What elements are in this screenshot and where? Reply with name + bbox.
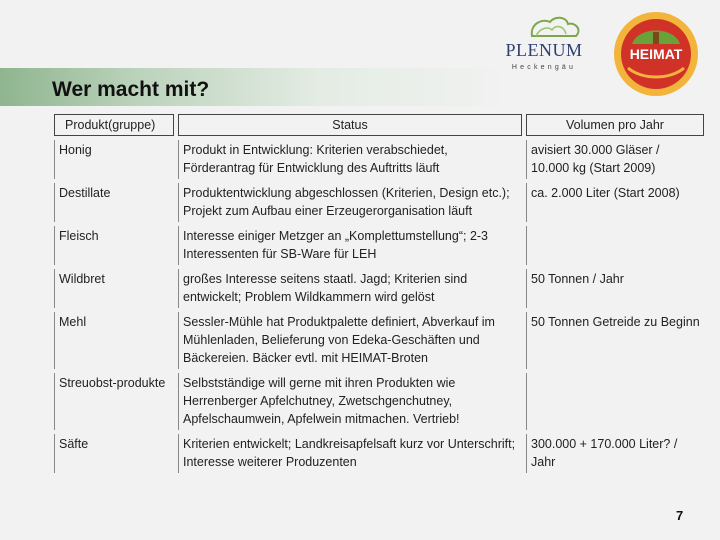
cell-volume: 50 Tonnen / Jahr: [526, 269, 704, 308]
cell-volume: 50 Tonnen Getreide zu Beginn: [526, 312, 704, 369]
table-row: [54, 183, 704, 222]
cell-status: Interesse einiger Metzger an „Komplettumstellung“; 2-3 Interessenten für SB-Ware für LEH: [178, 226, 522, 265]
heimat-wordmark: HEIMAT: [629, 46, 683, 62]
cell-product: Destillate: [54, 183, 174, 222]
cell-volume: [526, 373, 704, 430]
cell-volume: ca. 2.000 Liter (Start 2008): [526, 183, 704, 222]
cell-status: Selbstständige will gerne mit ihren Produkten wie Herrenberger Apfelchutney, Zwetschgenchutney, Apfelschaumwein, Apfelwein mitmachen. Vertrieb!: [178, 373, 522, 430]
cell-status: Sessler-Mühle hat Produktpalette definiert, Abverkauf im Mühlenladen, Belieferung von Edeka-Geschäften und Bäckereien. Bäcker evtl. mit HEIMAT-Broten: [178, 312, 522, 369]
table-row: [54, 434, 704, 473]
plenum-subtitle: Heckengäu: [511, 64, 577, 71]
plenum-wordmark: PLENUM: [505, 40, 583, 60]
participants-table: [50, 110, 708, 477]
cell-product: Wildbret: [54, 269, 174, 308]
cell-product: Säfte: [54, 434, 174, 473]
slide-title: Wer macht mit?: [52, 78, 210, 101]
column-header-product: Produkt(gruppe): [54, 114, 174, 136]
page-number: 7: [676, 508, 684, 523]
cell-product: Honig: [54, 140, 174, 179]
cell-status: Produktentwicklung abgeschlossen (Kriterien, Design etc.); Projekt zum Aufbau einer Erzeugerorganisation läuft: [178, 183, 522, 222]
table-row: [54, 226, 704, 265]
plenum-logo: [492, 14, 596, 78]
cell-product: Mehl: [54, 312, 174, 369]
cell-product: Streuobst-produkte: [54, 373, 174, 430]
column-header-status: Status: [178, 114, 522, 136]
cell-volume: [526, 226, 704, 265]
cell-status: Kriterien entwickelt; Landkreisapfelsaft kurz vor Unterschrift; Interesse weiterer Produzenten: [178, 434, 522, 473]
cell-status: großes Interesse seitens staatl. Jagd; Kriterien sind entwickelt; Problem Wildkammern wird gelöst: [178, 269, 522, 308]
heimat-logo: [612, 10, 700, 98]
column-header-volume: Volumen pro Jahr: [526, 114, 704, 136]
cell-volume: avisiert 30.000 Gläser / 10.000 kg (Start 2009): [526, 140, 704, 179]
table-row: [54, 373, 704, 430]
cell-status: Produkt in Entwicklung: Kriterien verabschiedet, Förderantrag für Entwicklung des Auftritts läuft: [178, 140, 522, 179]
table-row: [54, 312, 704, 369]
cell-volume: 300.000 + 170.000 Liter? / Jahr: [526, 434, 704, 473]
table-row: [54, 269, 704, 308]
cell-product: Fleisch: [54, 226, 174, 265]
table-header-row: [54, 114, 704, 136]
table-row: [54, 140, 704, 179]
